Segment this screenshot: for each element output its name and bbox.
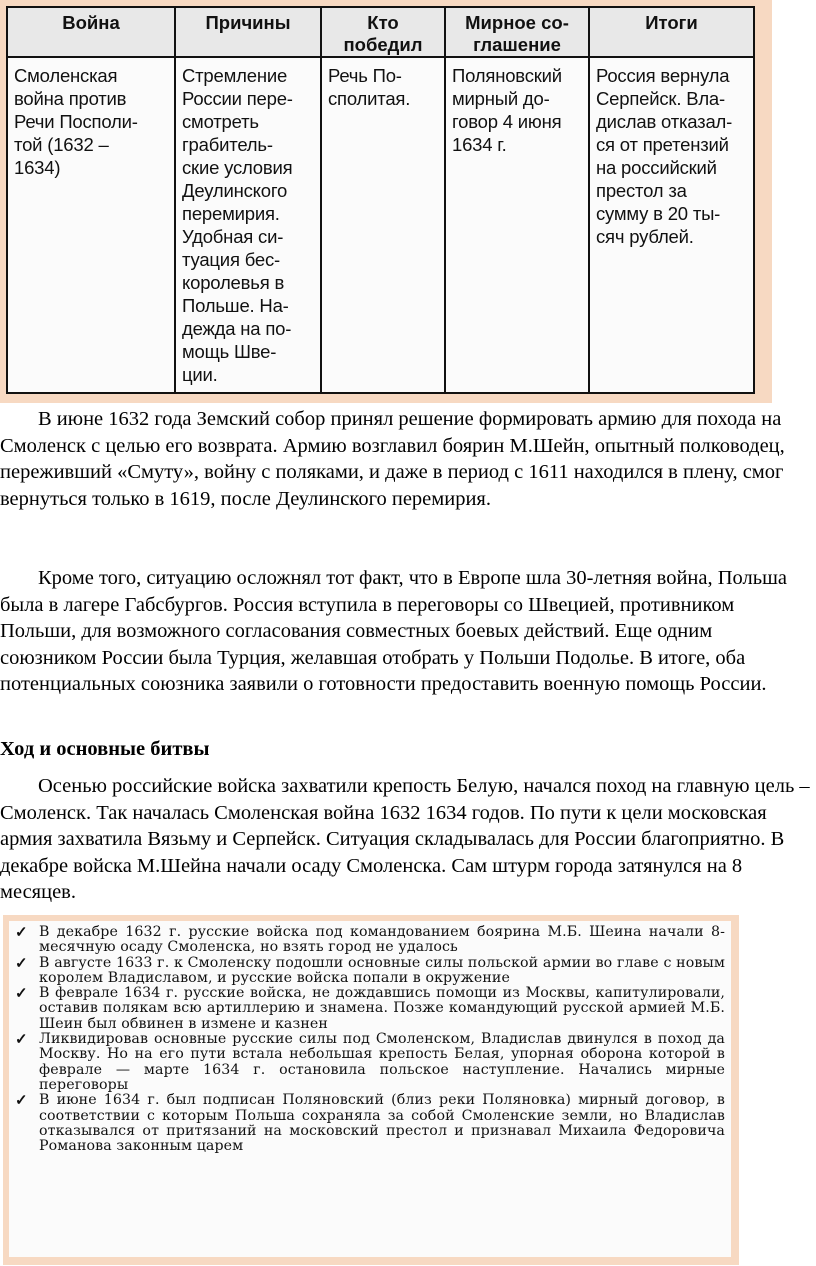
list-item: [15, 986, 725, 1032]
paragraph-european-context: Кроме того, ситуацию осложнял тот факт, что в Европе шла 30-летняя война, Польша была в лагере Габсбургов. Россия вступила в переговоры со Швецией, противником Польши, для возможного согласования совместных боевых действий. Еще одним союзником России была Турция, желавшая отобрать у Польши Подолье. В итоге, оба потенциальных союзника заявили о готовности предоставить военную помощь России.: [0, 567, 787, 695]
cell-war: [7, 57, 175, 393]
checkmark-icon: ✓: [15, 923, 28, 941]
cell-peace-text: Поляновский мирный до- говор 4 июня 1634 г.: [452, 65, 562, 155]
section-heading: Ход и основные битвы: [0, 738, 210, 760]
cell-winner-text: Речь По- сполитая.: [328, 65, 411, 109]
cell-winner: [321, 57, 445, 393]
paragraph-campaign-start: Осенью российские войска захватили крепость Белую, начался поход на главную цель – Смоленск. Так началась Смоленская война 1632 1634 годов. По пути к цели московская армия захватила Вязьму и Серпейск. Ситуация складывалась для России благоприятно. В декабре войска М.Шейна начали осаду Смоленска. Сам штурм города затянулся на 8 месяцев.: [0, 775, 810, 903]
checkmark-icon: ✓: [15, 984, 28, 1003]
table-header-row: [7, 7, 754, 57]
list-item: [15, 1032, 725, 1093]
list-item: [15, 1093, 725, 1154]
header-results: Итоги: [589, 7, 754, 57]
list-item-text: В декабре 1632 г. русские войска под командованием боярина М.Б. Шеина начали 8-месячную осаду Смоленска, но взять город не удалось: [39, 924, 725, 956]
cell-results-text: Россия вернула Серпейск. Вла- дислав отказал- ся от претензий на российский престол за сумму в 20 ты- сяч рублей.: [596, 65, 733, 247]
cell-peace-agreement: [445, 57, 589, 393]
table-row: [7, 57, 754, 393]
battle-checklist: [9, 921, 731, 1257]
header-war: Война: [7, 7, 175, 57]
header-winner: Кто победил: [321, 7, 445, 57]
list-item-text: В августе 1633 г. к Смоленску подошли основные силы польской армии во главе с новым королем Владиславом, и русские войска попали в окружение: [39, 954, 725, 986]
checkmark-icon: ✓: [15, 1091, 28, 1110]
checkmark-icon: ✓: [15, 1030, 28, 1049]
battle-checklist-image: [3, 915, 739, 1265]
header-causes: Причины: [175, 7, 321, 57]
war-summary-table-image: [0, 0, 772, 403]
checkmark-icon: ✓: [15, 953, 28, 972]
cell-causes-text: Стремление России пере- смотреть грабитель- ские условия Деулинского перемирия. Удобная си- туация бес- королевья в Польше. На- дежда на по- мощь Шве- ции.: [182, 65, 293, 385]
war-summary-table: [6, 6, 755, 394]
list-item-text: Ликвидировав основные русские силы под Смоленском, Владислав двинулся в поход да Москву. Но на его пути встала небольшая крепость Белая, упорная оборона которой в феврале — марте 1634 г. остановила польское наступление. Начались мирные переговоры: [39, 1031, 725, 1093]
cell-war-text: Смоленская война против Речи Посполи- той (1632 – 1634): [14, 65, 138, 178]
list-item: [15, 925, 725, 956]
cell-results: [589, 57, 754, 393]
list-item-text: В феврале 1634 г. русские войска, не дождавшись помощи из Москвы, капитулировали, оставив полякам всю артиллерию и знамена. Позже командующий русской армией М.Б. Шеин был обвинен в измене и казнен: [39, 985, 725, 1032]
header-peace-agreement: Мирное со-глашение: [445, 7, 589, 57]
list-item: [15, 953, 725, 987]
paragraph-army-formation: В июне 1632 года Земский собор принял решение формировать армию для похода на Смоленск с целью его возврата. Армию возглавил боярин М.Шейн, опытный полководец, переживший «Смуту», войну с поляками, и даже в период с 1611 находился в плену, смог вернуться только в 1619, после Деулинского перемирия.: [0, 408, 785, 510]
list-item-text: В июне 1634 г. был подписан Поляновский (близ реки Поляновка) мирный договор, в соответствии с которым Польша сохраняла за собой Смоленские земли, но Владислав отказывался от притязаний на московский престол и признавал Михаила Федоровича Романова законным царем: [39, 1092, 725, 1155]
cell-causes: [175, 57, 321, 393]
